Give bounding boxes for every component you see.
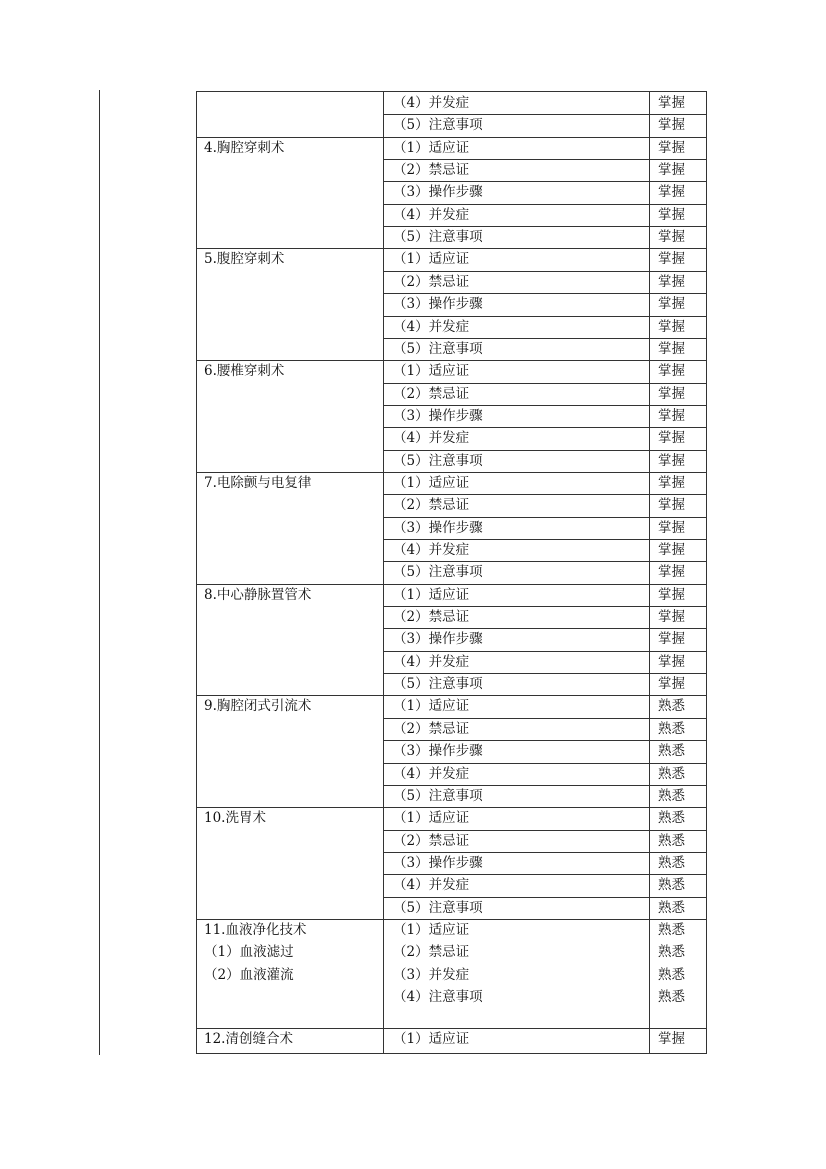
- mastery-level: 掌握: [658, 273, 685, 290]
- item-text: （4）并发症: [393, 318, 470, 335]
- mastery-level: 掌握: [658, 609, 685, 626]
- mastery-level: 熟悉: [658, 921, 685, 938]
- procedure-name: 4.胸腔穿刺术: [204, 139, 285, 156]
- item-text: （1）适应证: [393, 139, 470, 156]
- item-text: （5）注意事项: [393, 117, 483, 134]
- item-text: （4）并发症: [393, 542, 470, 558]
- item-text: （2）禁忌证: [393, 609, 470, 626]
- mastery-level: 掌握: [658, 586, 685, 603]
- item-text: （3）操作步骤: [393, 407, 483, 424]
- item-text: （1）适应证: [393, 810, 470, 827]
- item-text: （1）适应证: [393, 363, 470, 380]
- item-text: （1）适应证: [393, 698, 470, 715]
- item-text: （1）适应证: [393, 921, 470, 938]
- item-text: （1）适应证: [393, 1031, 470, 1048]
- item-text: （2）禁忌证: [393, 944, 470, 961]
- item-text: （3）操作步骤: [393, 743, 483, 760]
- mastery-level: 熟悉: [658, 765, 685, 782]
- column-divider-2: [649, 92, 650, 1053]
- mastery-level: 掌握: [658, 676, 685, 693]
- procedure-name: 10.洗胃术: [204, 810, 266, 827]
- item-text: （2）禁忌证: [393, 385, 470, 402]
- mastery-level: 掌握: [658, 407, 685, 424]
- mastery-level: 掌握: [658, 631, 685, 648]
- mastery-level: 掌握: [658, 95, 685, 111]
- item-text: （3）操作步骤: [393, 184, 483, 201]
- mastery-level: 掌握: [658, 1031, 685, 1048]
- item-text: （5）注意事项: [393, 340, 483, 357]
- mastery-level: 掌握: [658, 497, 685, 514]
- item-text: （5）注意事项: [393, 676, 483, 693]
- item-text: （4）并发症: [393, 430, 470, 447]
- item-text: （5）注意事项: [393, 564, 483, 581]
- procedure-subitem: （1）血液滤过: [204, 944, 294, 961]
- procedure-name: 12.清创缝合术: [204, 1031, 293, 1048]
- mastery-level: 掌握: [658, 474, 685, 491]
- item-text: （4）并发症: [393, 765, 470, 782]
- mastery-level: 熟悉: [658, 899, 685, 916]
- item-text: （2）禁忌证: [393, 497, 470, 514]
- procedure-name: 5.腹腔穿刺术: [204, 251, 285, 268]
- mastery-level: 熟悉: [658, 989, 685, 1005]
- mastery-level: 掌握: [658, 564, 685, 581]
- mastery-level: 掌握: [658, 117, 685, 134]
- mastery-level: 掌握: [658, 340, 685, 357]
- item-text: （3）操作步骤: [393, 631, 483, 648]
- mastery-level: 熟悉: [658, 877, 685, 894]
- item-text: （4）并发症: [393, 95, 470, 111]
- item-text: （5）注意事项: [393, 899, 483, 916]
- item-text: （1）适应证: [393, 474, 470, 491]
- procedure-name: 8.中心静脉置管术: [204, 586, 312, 603]
- item-text: （4）并发症: [393, 877, 470, 894]
- item-text: （2）禁忌证: [393, 273, 470, 290]
- item-text: （1）适应证: [393, 251, 470, 268]
- item-text: （4）注意事项: [393, 989, 483, 1005]
- item-text: （2）禁忌证: [393, 720, 470, 737]
- mastery-level: 熟悉: [658, 832, 685, 849]
- procedure-subitem: （2）血液灌流: [204, 966, 294, 983]
- mastery-level: 掌握: [658, 385, 685, 402]
- mastery-level: 掌握: [658, 318, 685, 335]
- mastery-level: 掌握: [658, 653, 685, 670]
- item-text: （3）操作步骤: [393, 296, 483, 313]
- procedure-name: 7.电除颤与电复律: [204, 474, 312, 491]
- procedure-name: 9.胸腔闭式引流术: [204, 698, 312, 715]
- mastery-level: 掌握: [658, 184, 685, 201]
- mastery-level: 掌握: [658, 251, 685, 268]
- mastery-level: 掌握: [658, 229, 685, 246]
- mastery-level: 掌握: [658, 519, 685, 536]
- item-text: （2）禁忌证: [393, 832, 470, 849]
- item-text: （3）操作步骤: [393, 854, 483, 871]
- mastery-level: 掌握: [658, 363, 685, 380]
- mastery-level: 掌握: [658, 452, 685, 469]
- mastery-level: 掌握: [658, 542, 685, 558]
- item-text: （3）操作步骤: [393, 519, 483, 536]
- procedure-name: 11.血液净化技术: [204, 921, 307, 938]
- mastery-level: 熟悉: [658, 854, 685, 871]
- left-margin-rule: [99, 90, 100, 1055]
- item-text: （3）并发症: [393, 966, 470, 983]
- item-text: （5）注意事项: [393, 452, 483, 469]
- mastery-level: 熟悉: [658, 720, 685, 737]
- mastery-level: 掌握: [658, 296, 685, 313]
- item-text: （5）注意事项: [393, 787, 483, 804]
- item-text: （5）注意事项: [393, 229, 483, 246]
- column-divider-1: [383, 92, 384, 1053]
- item-text: （4）并发症: [393, 653, 470, 670]
- mastery-level: 掌握: [658, 206, 685, 223]
- mastery-level: 熟悉: [658, 698, 685, 715]
- mastery-level: 掌握: [658, 430, 685, 447]
- mastery-level: 掌握: [658, 162, 685, 179]
- procedure-name: 6.腰椎穿刺术: [204, 363, 285, 380]
- mastery-level: 熟悉: [658, 810, 685, 827]
- item-text: （4）并发症: [393, 206, 470, 223]
- mastery-level: 熟悉: [658, 787, 685, 804]
- mastery-level: 熟悉: [658, 944, 685, 961]
- item-text: （1）适应证: [393, 586, 470, 603]
- syllabus-table: [196, 91, 707, 1054]
- mastery-level: 熟悉: [658, 743, 685, 760]
- mastery-level: 熟悉: [658, 966, 685, 983]
- mastery-level: 掌握: [658, 139, 685, 156]
- item-text: （2）禁忌证: [393, 162, 470, 179]
